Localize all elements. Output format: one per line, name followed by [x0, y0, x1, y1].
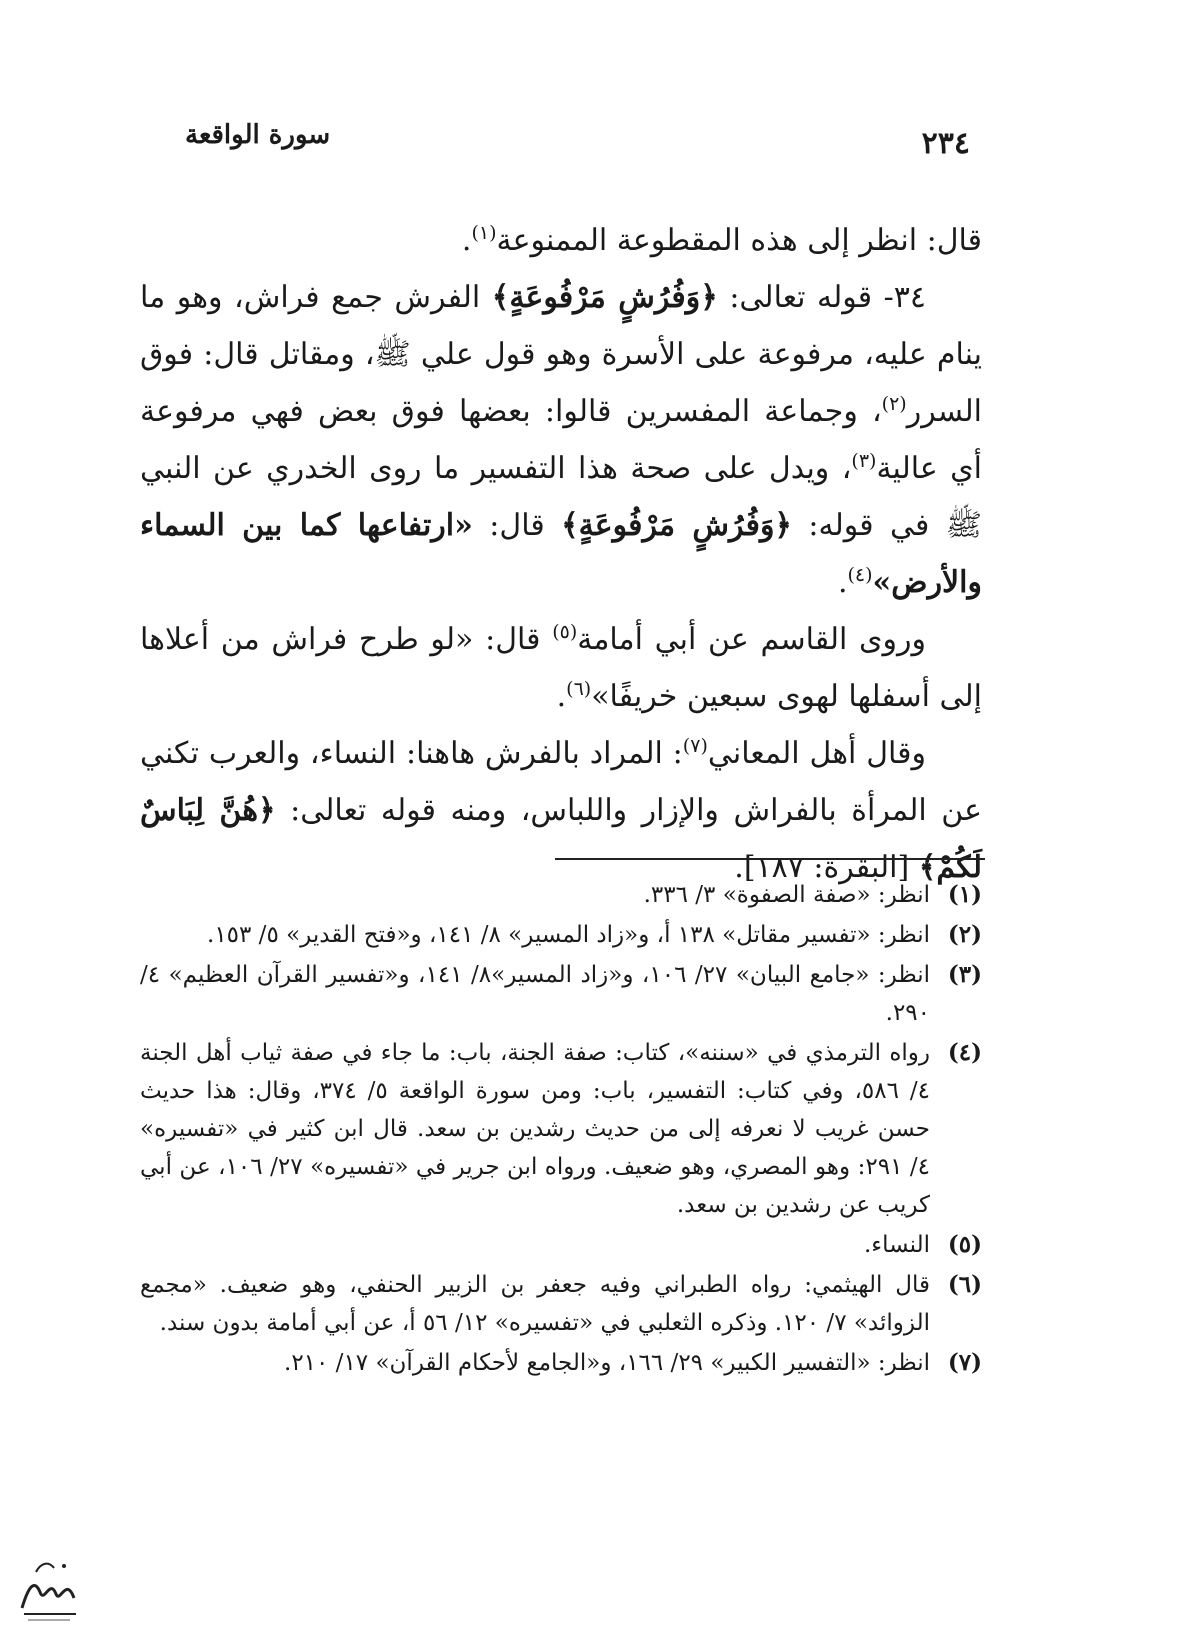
footnote-1 [140, 876, 982, 914]
page-number: ٢٣٤ [921, 126, 970, 161]
quran-verse: ﴿وَفُرُشٍ مَرْفُوعَةٍ﴾ [561, 508, 793, 543]
footnote-ref-7[interactable]: (٧) [682, 735, 708, 757]
paragraph-1: قال: انظر إلى هذه المقطوعة الممنوعة$^{(١)}$. [461, 222, 982, 258]
footnote-6 [140, 1266, 982, 1342]
footnote-ref-6[interactable]: (٦) [566, 678, 592, 700]
quran-verse: ﴿هُنَّ لِبَاسٌ لَكُمْ﴾ [140, 793, 982, 885]
paragraph-3: وروى القاسم عن أبي أمامة$^{(٥)}$ قال: «لو طرح فراش من أعلاها إلى أسفلها لهوى سبعين خريفًا»$^{(٦)}$. [140, 621, 982, 714]
footnote-text: انظر: «التفسير الكبير» ٢٩/ ١٦٦، و«الجامع لأحكام القرآن» ١٧/ ٢١٠. [284, 1350, 930, 1376]
footnote-ref-4[interactable]: (٤) [847, 564, 873, 586]
footnote-ref-1[interactable]: (١) [471, 222, 497, 244]
paragraph-4: وقال أهل المعاني$^{(٧)}$: المراد بالفرش هاهنا: النساء، والعرب تكني عن المرأة بالفراش والإزار واللباس، ومنه قوله تعالى: ﴿هُنَّ لِبَاسٌ لَكُمْ﴾ [البقرة: ١٨٧]. [140, 735, 982, 885]
footnote-2 [140, 916, 982, 954]
footnote-text: انظر: «جامع البيان» ٢٧/ ١٠٦، و«زاد المسير»٨/ ١٤١، و«تفسير القرآن العظيم» ٤/ ٢٩٠. [140, 962, 931, 1026]
footnote-7 [140, 1344, 982, 1382]
footnote-3 [140, 956, 982, 1032]
quran-verse: ﴿وَفُرُشٍ مَرْفُوعَةٍ﴾ [491, 280, 718, 315]
footnote-number: (٥) [947, 1231, 982, 1258]
footnote-text: قال الهيثمي: رواه الطبراني وفيه جعفر بن الزبير الحنفي، وهو ضعيف. «مجمع الزوائد» ٧/ ١٢٠. وذكره الثعلبي في «تفسيره» ١٢/ ٥٦ أ، عن أبي أمامة بدون سند. [140, 1272, 930, 1336]
footnote-text: انظر: «صفة الصفوة» ٣/ ٣٣٦. [643, 882, 930, 908]
running-title: سورة الواقعة [185, 120, 331, 150]
footnote-4 [140, 1034, 982, 1224]
footnote-divider [555, 858, 985, 860]
page-header [185, 118, 970, 168]
footnote-text: رواه الترمذي في «سننه»، كتاب: صفة الجنة، باب: ما جاء في صفة ثياب أهل الجنة ٤/ ٥٨٦، وفي كتاب: التفسير، باب: ومن سورة الواقعة ٥/ ٣٧٤، وقال: هذا حديث حسن غريب لا نعرفه إلى من حديث رشدين بن سعد. قال ابن كثير في «تفسيره» ٤/ ٢٩١: وهو المصري، وهو ضعيف. ورواه ابن جرير في «تفسيره» ٢٧/ ١٠٦، عن أبي كريب عن رشدين بن سعد. [140, 1040, 931, 1218]
main-text [140, 212, 982, 896]
footnote-text: انظر: «تفسير مقاتل» ١٣٨ أ، و«زاد المسير» ٨/ ١٤١، و«فتح القدير» ٥/ ١٥٣. [207, 922, 930, 948]
footnote-number: (٧) [947, 1349, 982, 1376]
paragraph-2: ٣٤- قوله تعالى: ﴿وَفُرُشٍ مَرْفُوعَةٍ﴾ الفرش جمع فراش، وهو ما ينام عليه، مرفوعة على الأسرة وهو قول علي ﷺ، ومقاتل قال: فوق السرر$^{(٢)}$، وجماعة المفسرين قالوا: بعضها فوق بعض فهي مرفوعة أي عالية$^{(٣)}$، ويدل على صحة هذا التفسير ما روى الخدري عن النبي ﷺ في قوله: ﴿وَفُرُشٍ مَرْفُوعَةٍ﴾ قال: «ارتفاعها كما بين السماء والأرض»$^{(٤)}$. [140, 280, 982, 600]
footnote-text: النساء. [864, 1232, 930, 1258]
footnote-ref-5[interactable]: (٥) [552, 621, 578, 643]
footnotes [140, 876, 982, 1384]
footnote-ref-2[interactable]: (٢) [881, 393, 907, 415]
footnote-ref-3[interactable]: (٣) [851, 450, 877, 472]
footnote-number: (٦) [947, 1271, 982, 1298]
footnote-number: (٢) [947, 921, 982, 948]
footnote-number: (١) [947, 881, 982, 908]
footnote-5 [140, 1226, 982, 1264]
footnote-number: (٤) [947, 1039, 982, 1066]
footnote-number: (٣) [947, 961, 982, 988]
library-stamp-logo [14, 1548, 84, 1624]
hadith-quote: «ارتفاعها كما بين السماء والأرض» [140, 508, 982, 600]
